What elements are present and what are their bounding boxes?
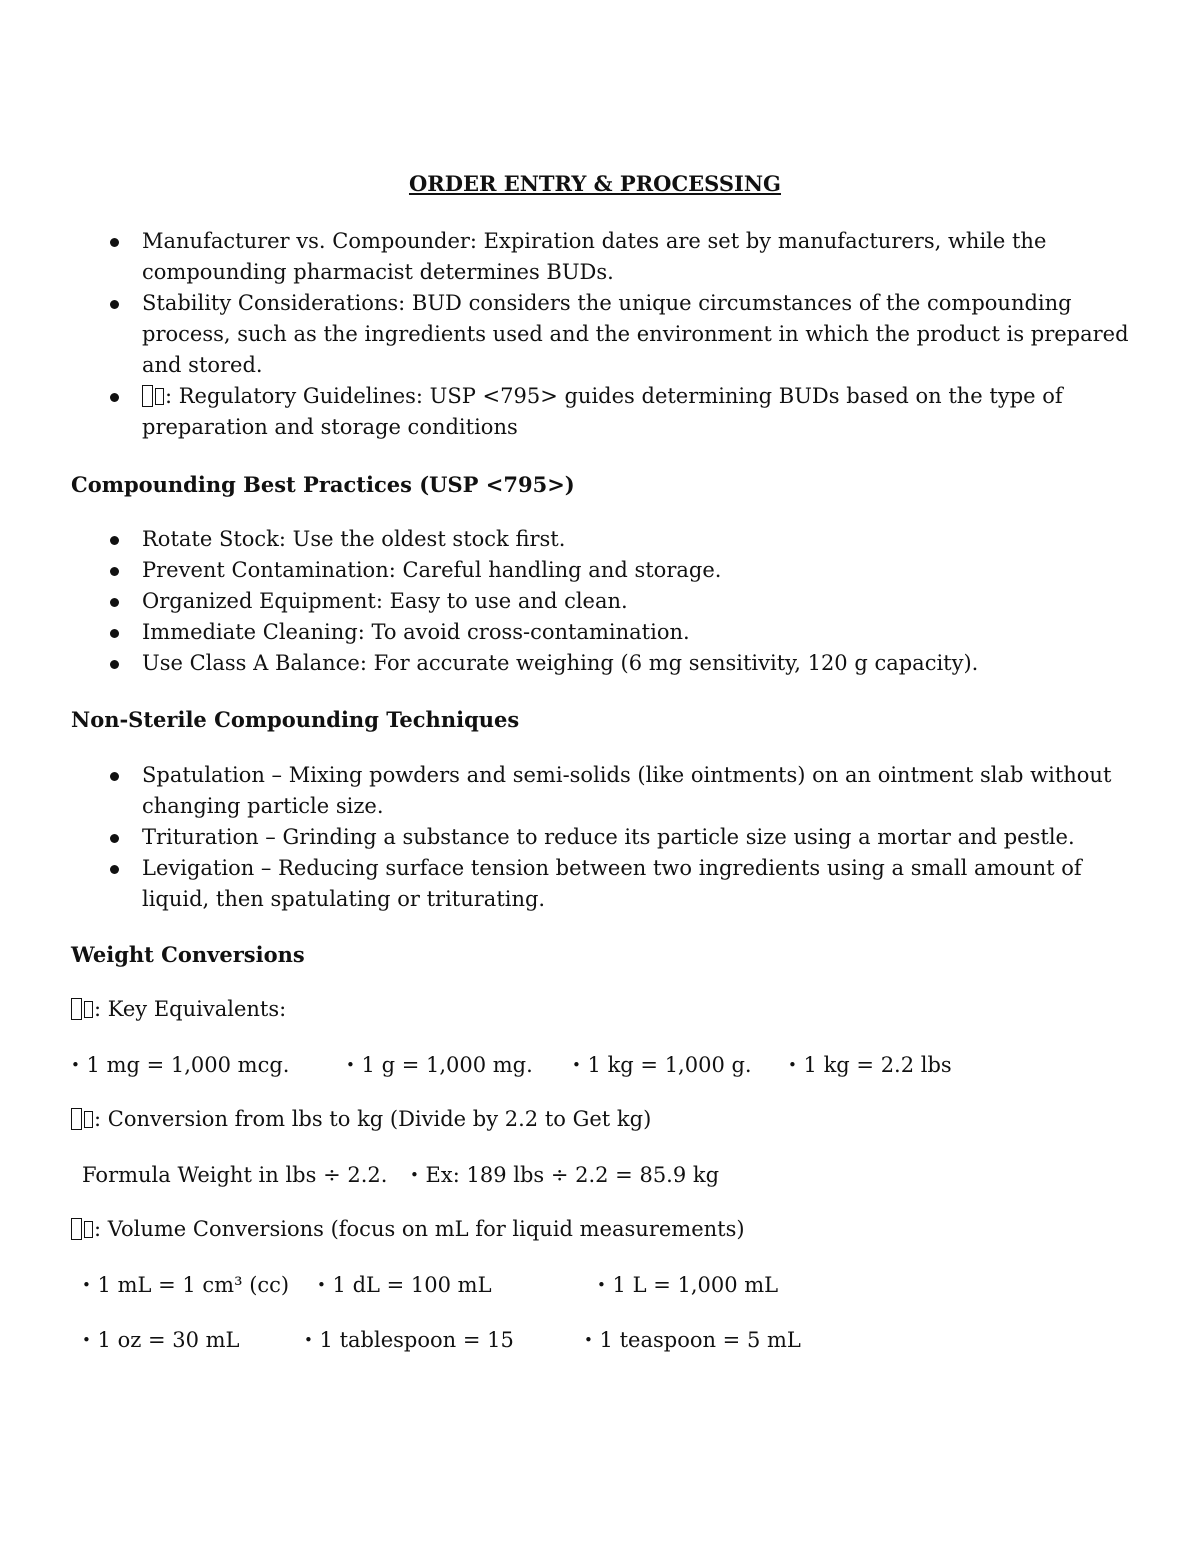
list-item-text: Use Class A Balance: For accurate weighing (6 mg sensitivity, 120 g capacity). — [142, 651, 979, 675]
volume-text: 1 oz = 30 mL — [97, 1328, 240, 1352]
best-practices-heading: Compounding Best Practices (USP <795>) — [71, 472, 575, 497]
equivalent-item: • 1 kg = 2.2 lbs — [788, 1053, 952, 1077]
equivalent-item: • 1 mg = 1,000 mcg. — [71, 1053, 290, 1077]
list-item-text: Organized Equipment: Easy to use and clean. — [142, 589, 628, 613]
volume-item: • 1 tablespoon = 15 — [304, 1328, 514, 1352]
list-item-text: Stability Considerations: BUD considers the unique circumstances of the compounding process, such as the ingredients used and the environment in which the product is prepared and stored. — [142, 291, 1129, 377]
label-text: : Volume Conversions (focus on mL for liquid measurements) — [94, 1217, 745, 1241]
missing-glyph-icon — [71, 1218, 82, 1240]
best-practices-list — [0, 524, 1130, 679]
missing-glyph-icon — [84, 1001, 93, 1018]
list-item-text: Immediate Cleaning: To avoid cross-contamination. — [142, 620, 690, 644]
techniques-list — [0, 760, 1130, 915]
weight-heading: Weight Conversions — [71, 942, 305, 967]
volume-conversion-label — [71, 1214, 745, 1245]
formula-text: Formula Weight in lbs ÷ 2.2. — [82, 1163, 388, 1187]
list-item — [0, 381, 1130, 443]
missing-glyph-icon — [84, 1111, 93, 1128]
list-item — [0, 226, 1130, 288]
list-item — [0, 288, 1130, 381]
list-item-text: Spatulation – Mixing powders and semi-solids (like ointments) on an ointment slab without changing particle size. — [142, 763, 1112, 818]
intro-list — [0, 226, 1130, 443]
volume-item: • 1 L = 1,000 mL — [597, 1273, 779, 1297]
list-item — [0, 760, 1130, 822]
list-item-text: Trituration – Grinding a substance to reduce its particle size using a mortar and pestle. — [142, 825, 1075, 849]
equivalent-text: 1 kg = 1,000 g. — [587, 1053, 752, 1077]
techniques-heading: Non-Sterile Compounding Techniques — [71, 707, 520, 732]
list-item — [0, 822, 1130, 853]
list-item — [0, 586, 1130, 617]
missing-glyph-icon — [155, 388, 164, 405]
list-item — [0, 853, 1130, 915]
missing-glyph-icon — [142, 385, 153, 407]
page-title: ORDER ENTRY & PROCESSING — [408, 171, 781, 196]
lbs-conversion-label — [71, 1104, 651, 1135]
example-item: • Ex: 189 lbs ÷ 2.2 = 85.9 kg — [410, 1163, 720, 1187]
volume-item: • 1 teaspoon = 5 mL — [584, 1328, 801, 1352]
volume-item: • 1 oz = 30 mL — [82, 1328, 240, 1352]
volume-item: • 1 dL = 100 mL — [317, 1273, 492, 1297]
equivalent-item: • 1 g = 1,000 mg. — [346, 1053, 533, 1077]
equivalent-text: 1 g = 1,000 mg. — [361, 1053, 533, 1077]
volume-item: • 1 mL = 1 cm³ (cc) — [82, 1273, 290, 1297]
missing-glyph-icon — [71, 998, 82, 1020]
list-item-text: Prevent Contamination: Careful handling and storage. — [142, 558, 722, 582]
missing-glyph-icon — [71, 1108, 82, 1130]
equivalent-text: 1 mg = 1,000 mcg. — [86, 1053, 290, 1077]
example-text: Ex: 189 lbs ÷ 2.2 = 85.9 kg — [425, 1163, 720, 1187]
list-item — [0, 524, 1130, 555]
volume-text: 1 dL = 100 mL — [332, 1273, 492, 1297]
list-item — [0, 648, 1130, 679]
label-text: : Key Equivalents: — [94, 997, 287, 1021]
list-item-text: Rotate Stock: Use the oldest stock first. — [142, 527, 566, 551]
list-item-text: : Regulatory Guidelines: USP <795> guides determining BUDs based on the type of preparation and storage conditions — [142, 384, 1063, 439]
volume-text: 1 mL = 1 cm³ (cc) — [97, 1273, 290, 1297]
equivalent-item: • 1 kg = 1,000 g. — [572, 1053, 752, 1077]
list-item-text: Levigation – Reducing surface tension between two ingredients using a small amount of liquid, then spatulating or triturating. — [142, 856, 1082, 911]
list-item-text: Manufacturer vs. Compounder: Expiration dates are set by manufacturers, while the compounding pharmacist determines BUDs. — [142, 229, 1047, 284]
volume-text: 1 L = 1,000 mL — [612, 1273, 779, 1297]
missing-glyph-icon — [84, 1221, 93, 1238]
key-equivalents-label — [71, 994, 286, 1025]
equivalent-text: 1 kg = 2.2 lbs — [803, 1053, 952, 1077]
label-text: : Conversion from lbs to kg (Divide by 2.2 to Get kg) — [94, 1107, 652, 1131]
list-item — [0, 555, 1130, 586]
volume-text: 1 teaspoon = 5 mL — [599, 1328, 801, 1352]
list-item — [0, 617, 1130, 648]
volume-text: 1 tablespoon = 15 — [319, 1328, 514, 1352]
